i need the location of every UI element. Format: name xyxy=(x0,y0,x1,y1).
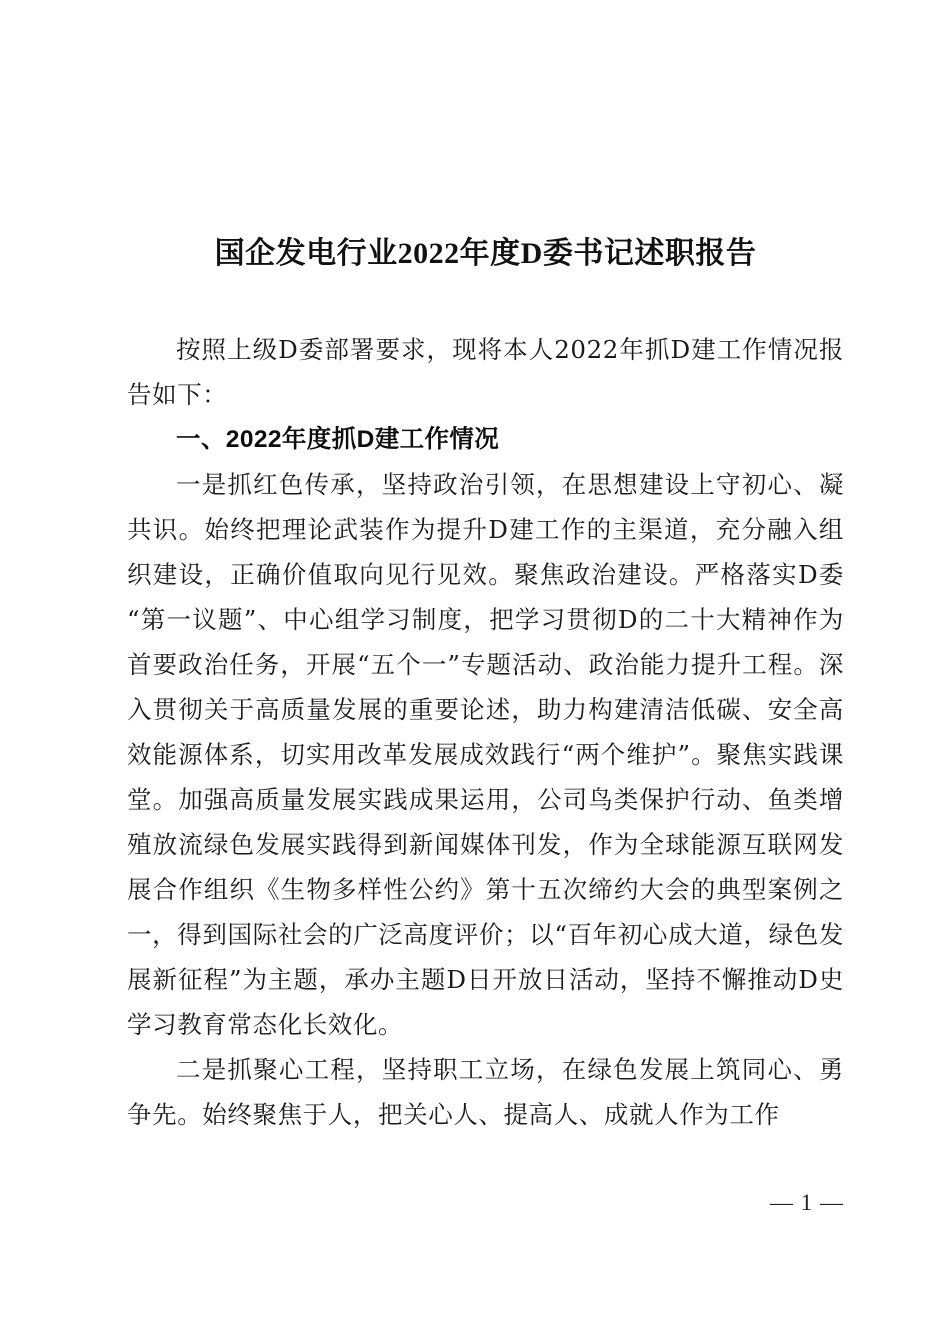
paragraph-point-2: 二是抓聚心工程，坚持职工立场，在绿色发展上筑同心、勇争先。始终聚焦于人，把关心人、提高人、成就人作为工作 xyxy=(127,1055,844,1129)
page-title: 国企发电行业2022年度D委书记述职报告 xyxy=(214,237,757,270)
paragraph-intro: 按照上级D委部署要求，现将本人2022年抓D建工作情况报告如下： xyxy=(127,335,844,409)
paragraph-point-1: 一是抓红色传承，坚持政治引领，在思想建设上守初心、凝共识。始终把理论武装作为提升D建工作的主渠道，充分融入组织建设，正确价值取向见行见效。聚焦政治建设。严格落实D委“第一议题”、中心组学习制度，把学习贯彻D的二十大精神作为首要政治任务，开展“五个一”专题活动、政治能力提升工程。深入贯彻关于高质量发展的重要论述，助力构建清洁低碳、安全高效能源体系，切实用改革发展成效践行“两个维护”。聚焦实践课堂。加强高质量发展实践成果运用，公司鸟类保护行动、鱼类增殖放流绿色发展实践得到新闻媒体刊发，作为全球能源互联网发展合作组织《生物多样性公约》第十五次缔约大会的典型案例之一，得到国际社会的广泛高度评价；以“百年初心成大道，绿色发展新征程”为主题，承办主题D日开放日活动，坚持不懈推动D史学习教育常态化长效化。 xyxy=(127,470,844,1039)
section-heading-1: 一、2022年度抓D建工作情况 xyxy=(176,426,500,453)
page-number-footer: — 1 — xyxy=(770,1190,844,1215)
document-content xyxy=(127,327,844,1137)
